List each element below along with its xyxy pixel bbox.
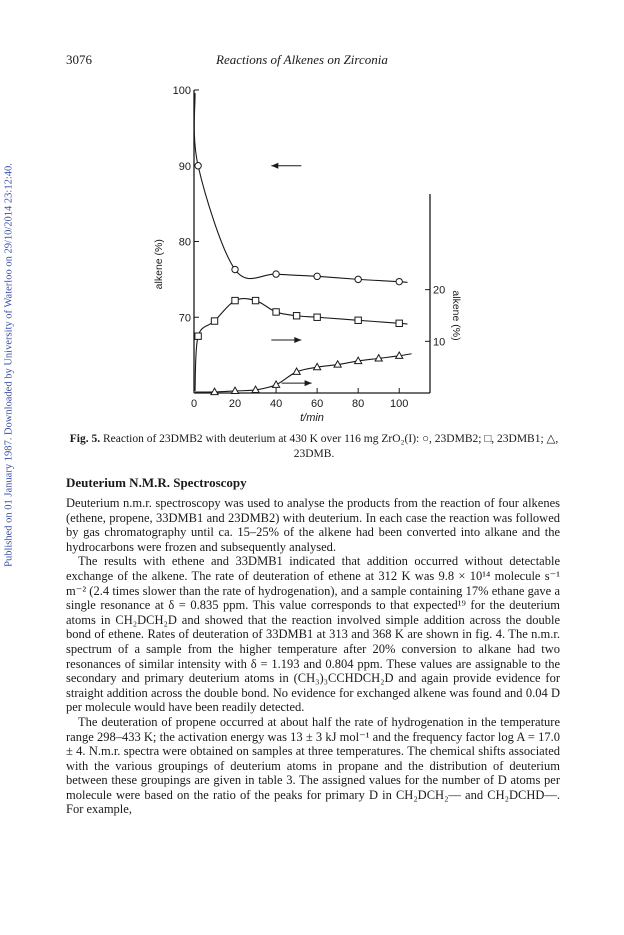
page-number: 3076 xyxy=(66,52,92,67)
square-marker xyxy=(355,317,361,323)
circle-marker xyxy=(232,266,238,272)
circle-marker xyxy=(314,273,320,279)
square-marker xyxy=(273,309,279,315)
square-marker xyxy=(252,297,258,303)
paragraph-1: Deuterium n.m.r. spectroscopy was used to analyse the products from the reaction of four alkenes (ethene, propene, 33DMB1 and 23DMB2) with deuterium. In each case the reaction was followed by gas chromatography until ca. 15–25% of the alkene had been converted into alkane and the hydrocarbons were frozen and subsequently analysed. xyxy=(66,496,560,554)
x-tick-label: 40 xyxy=(269,398,283,410)
square-marker xyxy=(314,314,320,320)
series-line-square xyxy=(195,299,407,391)
arrow-head-right xyxy=(294,337,301,343)
body-text xyxy=(66,496,560,817)
x-axis-label: t/min xyxy=(300,412,324,424)
square-marker xyxy=(211,318,217,324)
x-tick-label: 80 xyxy=(352,398,365,410)
arrow-head-left xyxy=(271,163,278,169)
x-tick-label: 20 xyxy=(228,398,242,410)
square-marker xyxy=(293,313,299,319)
left-axis-label: alkene (%) xyxy=(153,239,165,290)
download-watermark-text: Published on 01 January 1987. Downloaded by University of Waterloo on 29/10/2014 23:12:40. xyxy=(3,163,15,567)
running-title: Reactions of Alkenes on Zirconia xyxy=(216,52,388,67)
figure-label: Fig. 5. xyxy=(69,433,101,445)
x-tick-label: 60 xyxy=(311,398,324,410)
square-marker xyxy=(232,297,238,303)
paragraph-2: The results with ethene and 33DMB1 indicated that addition occurred without detectable exchange of the alkene. The rate of deuteration of ethene at 312 K was 9.8 × 10¹⁴ molecule s⁻¹ m⁻² (2.4 times slower than the rate of hydrogenation), and a sample containing 17% ethane gave a single resonance at δ = 0.835 ppm. This value corresponds to that expected¹⁹ for the deuterium atoms in CH₂DCH₂D and showed that the reaction involved simple addition across the double bond of ethene. Rates of deuteration of 33DMB1 at 313 and 368 K are shown in fig. 4. The n.m.r. spectrum of a sample from the higher temperature after 20% conversion to alkane had two resonances of similar intensity with δ = 1.193 and 0.804 ppm. These values are assignable to the secondary and primary deuterium atoms in (CH₃)₃CCHDCH₂D and again provide evidence for straight addition across the double bond. No evidence for exchanged alkene was found and 0.04 D per molecule would have been readily detected. xyxy=(66,554,560,715)
circle-marker xyxy=(396,278,402,284)
x-tick-label: 0 xyxy=(190,398,198,410)
right-tick-label: 10 xyxy=(433,336,446,349)
triangle-marker xyxy=(272,381,279,387)
square-marker xyxy=(195,333,201,339)
download-watermark xyxy=(2,150,16,580)
square-marker xyxy=(396,320,402,326)
right-axis-label: alkene (%) xyxy=(450,290,462,341)
circle-marker xyxy=(355,276,361,282)
right-tick-label: 20 xyxy=(433,284,446,297)
paragraph-3: The deuteration of propene occurred at about half the rate of hydrogenation in the temperature range 298–433 K; the activation energy was 13 ± 3 kJ mol⁻¹ and the frequency factor log A = 17.0 ± 4. N.m.r. spectra were obtained on samples at three temperatures. The chemical shifts associated with the various groupings of deuterium atoms in propane and the distribution of deuterium between these groupings are given in table 3. The assigned values for the number of D atoms per molecule were based on the ratio of the peaks for primary D in CH₂DCH₂— and CH₂DCHD—. For example, xyxy=(66,714,560,817)
circle-marker xyxy=(273,271,279,277)
left-tick-label: 90 xyxy=(178,160,191,173)
left-tick-label: 100 xyxy=(172,85,191,97)
section-heading: Deuterium N.M.R. Spectroscopy xyxy=(66,475,247,490)
arrow-head-right xyxy=(305,380,312,386)
x-tick-label: 100 xyxy=(390,398,409,410)
left-tick-label: 70 xyxy=(178,312,191,325)
figure-caption xyxy=(66,432,562,462)
left-tick-label: 80 xyxy=(178,236,191,249)
figure-5-chart xyxy=(140,78,460,426)
circle-marker xyxy=(195,163,201,169)
series-line-circle xyxy=(194,93,407,282)
figure-caption-text: Reaction of 23DMB2 with deuterium at 430 K over 116 mg ZrO₂(I): ○, 23DMB2; □, 23DMB1; △, 23DMB. xyxy=(102,433,559,460)
